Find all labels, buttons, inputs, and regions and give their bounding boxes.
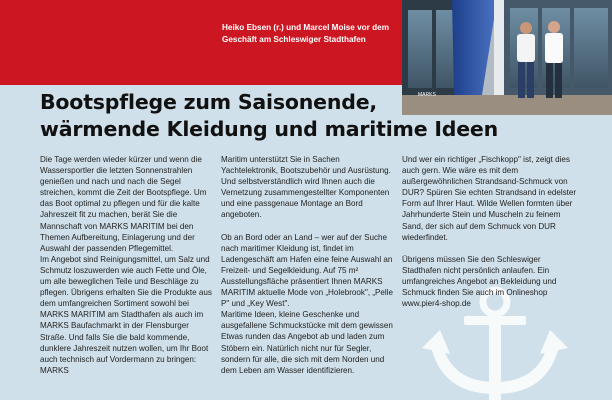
column-1-paragraph-2: Im Angebot sind Reinigungsmittel, um Salz und Schmutz loszuwerden wie auch Fette und Öle, um alle beweglichen Teile und Beschläge zu pflegen. Übrigens erhalten Sie die Produkte aus dem umfangreichen Sortiment sowohl bei MARKS MARITIM am Stadthafen als auch im MARKS Baufachmarkt in der Flensburger Straße. Und falls Sie die bald kommende, dunklere Jahreszeit nutzen wollen, um Ihr Boot auch technisch auf Vordermann zu bringen: MARKS <box>40 254 212 375</box>
article-column-1 <box>40 154 215 376</box>
article-column-3 <box>402 154 577 309</box>
page-headline <box>40 89 600 143</box>
column-2-paragraph-3: Maritime Ideen, kleine Geschenke und ausgefallene Schmuckstücke mit dem gewissen Etwas runden das Angebot ab und laden zum Stöbern ein. Natürlich nicht nur für Segler, sondern für alle, die sich mit dem Norden und dem Leben am Wasser identifizieren. <box>221 310 393 375</box>
headline-line-2: wärmende Kleidung und maritime Ideen <box>40 117 499 141</box>
caption-line-2: Geschäft am Schleswiger Stadthafen <box>222 35 366 44</box>
column-3-paragraph-1: Und wer ein richtiger „Fischkopp" ist, zeigt dies auch gern. Wie wäre es mit dem außergewöhnlichen Strandsand-Schmuck von DUR? Spüren Sie echten Strandsand in edelster Form auf Ihrer Haut. Wilde Wellen formten über Jahrhunderte Stein und Muscheln zu feinem Sand, der sich auf dem Schmuck von DUR wiederfindet. <box>402 155 577 242</box>
storefront-sign: MARKS <box>418 92 436 98</box>
article-column-2 <box>221 154 396 376</box>
headline-line-1: Bootspflege zum Saisonende, <box>40 90 378 114</box>
photo-caption <box>222 22 400 46</box>
column-1-paragraph-1: Die Tage werden wieder kürzer und wenn die Wassersportler die letzten Sonnenstrahlen genießen und nach und nach die Segel streichen, kommt die Zeit der Bootspflege. Um das Boot optimal zu pflegen und für die kalte Jahreszeit fit zu machen, berät Sie die Mannschaft von MARKS MARITIM bei den Themen Aufbereitung, Einlagerung und der Auswahl der passenden Pflegemittel. <box>40 155 207 253</box>
caption-line-1: Heiko Ebsen (r.) und Marcel Moise vor dem <box>222 23 389 32</box>
column-2-paragraph-2: Ob an Bord oder an Land – wer auf der Suche nach maritimer Kleidung ist, findet im Ladengeschäft am Hafen eine feine Auswahl an Freizeit- und Segelkleidung. Auf 75 m² Ausstellungsfläche präsentiert Ihnen MARKS MARITIM aktuelle Mode von „Holebrook", „Pelle P" und „Key West". <box>221 232 394 309</box>
column-2-paragraph-1: Maritim unterstützt Sie in Sachen Yachtelektronik, Bootszubehör und Ausrüstung. Und selbstverständlich wird Ihnen auch die Vernetzung zusammengestellter Komponenten und eine passgenaue Montage an Bord angeboten. <box>221 155 391 220</box>
column-3-paragraph-2: Übrigens müssen Sie den Schleswiger Stadthafen nicht persönlich anlaufen. Ein umfangreiches Angebot an Bekleidung und Schmuck finden Sie auch im Onlineshop www.pier4-shop.de <box>402 254 557 309</box>
